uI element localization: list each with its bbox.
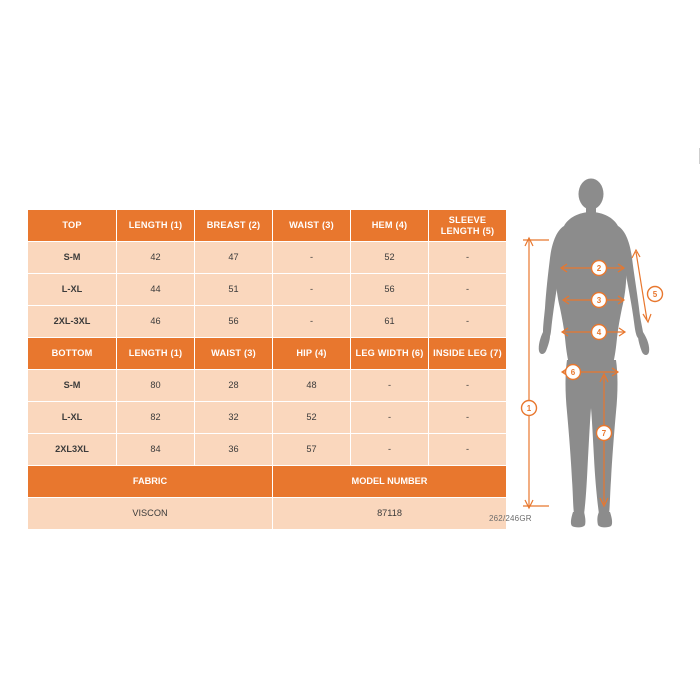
header-cell-hem: HEM (4) (351, 210, 429, 242)
table-header-row-top (28, 210, 507, 242)
table-row (28, 402, 507, 434)
row-value: 80 (117, 370, 195, 402)
row-value: 52 (351, 242, 429, 274)
header-cell-top: TOP (28, 210, 117, 242)
table-footer-value-row (28, 498, 507, 530)
row-label: L-XL (28, 402, 117, 434)
female-silhouette-icon (539, 179, 649, 528)
row-value: 56 (195, 306, 273, 338)
size-chart-table-wrapper (27, 209, 506, 530)
header-cell-length: LENGTH (1) (117, 338, 195, 370)
badge-2 (592, 261, 607, 276)
row-value: 61 (351, 306, 429, 338)
mannequin-diagram (505, 168, 695, 538)
badge-7 (597, 426, 612, 441)
row-value: 82 (117, 402, 195, 434)
row-value: - (273, 242, 351, 274)
table-row (28, 370, 507, 402)
badge-1 (522, 401, 537, 416)
row-value: 84 (117, 434, 195, 466)
row-value: 36 (195, 434, 273, 466)
header-cell-waist: WAIST (3) (273, 210, 351, 242)
table-row (28, 242, 507, 274)
header-cell-length: LENGTH (1) (117, 210, 195, 242)
row-label: 2XL3XL (28, 434, 117, 466)
row-value: 47 (195, 242, 273, 274)
row-label: 2XL-3XL (28, 306, 117, 338)
row-value: - (351, 370, 429, 402)
row-value: 57 (273, 434, 351, 466)
row-value: - (273, 274, 351, 306)
header-cell-breast: BREAST (2) (195, 210, 273, 242)
row-label: S-M (28, 242, 117, 274)
table-row (28, 306, 507, 338)
badge-label: 5 (652, 290, 658, 299)
badge-label: 7 (601, 429, 607, 438)
badge-5 (648, 287, 663, 302)
table-footer-header-row (28, 466, 507, 498)
row-value: 48 (273, 370, 351, 402)
header-cell-waist: WAIST (3) (195, 338, 273, 370)
row-value: 42 (117, 242, 195, 274)
table-header-row-bottom (28, 338, 507, 370)
header-cell-leg-width: LEG WIDTH (6) (351, 338, 429, 370)
mannequin-figure (505, 168, 695, 538)
header-cell-inside-leg: INSIDE LEG (7) (429, 338, 507, 370)
row-value: - (429, 306, 507, 338)
row-value: - (273, 306, 351, 338)
row-value: 28 (195, 370, 273, 402)
badge-6 (566, 365, 581, 380)
row-value: 44 (117, 274, 195, 306)
row-value: 56 (351, 274, 429, 306)
row-value: - (429, 434, 507, 466)
row-value: 46 (117, 306, 195, 338)
footer-header-fabric: FABRIC (28, 466, 273, 498)
row-value: - (351, 434, 429, 466)
badge-3 (592, 293, 607, 308)
badge-label: 3 (596, 296, 602, 305)
row-value: - (429, 402, 507, 434)
table-row (28, 434, 507, 466)
row-value: - (429, 274, 507, 306)
model-code-label: 262/246GR (489, 514, 532, 523)
row-value: - (429, 370, 507, 402)
row-value: 51 (195, 274, 273, 306)
footer-value-fabric: VISCON (28, 498, 273, 530)
footer-value-model-number: 87118 (273, 498, 507, 530)
footer-header-model-number: MODEL NUMBER (273, 466, 507, 498)
row-label: L-XL (28, 274, 117, 306)
row-label: S-M (28, 370, 117, 402)
badge-label: 6 (570, 368, 576, 377)
row-value: 32 (195, 402, 273, 434)
header-cell-bottom: BOTTOM (28, 338, 117, 370)
badge-label: 4 (596, 328, 602, 337)
row-value: - (429, 242, 507, 274)
header-cell-sleeve-length: SLEEVE LENGTH (5) (429, 210, 507, 242)
row-value: - (351, 402, 429, 434)
header-cell-hip: HIP (4) (273, 338, 351, 370)
row-value: 52 (273, 402, 351, 434)
measure-line-1 (523, 238, 549, 508)
badge-label: 2 (596, 264, 602, 273)
badge-4 (592, 325, 607, 340)
badge-label: 1 (526, 404, 532, 413)
table-row (28, 274, 507, 306)
size-chart-table (27, 209, 507, 530)
